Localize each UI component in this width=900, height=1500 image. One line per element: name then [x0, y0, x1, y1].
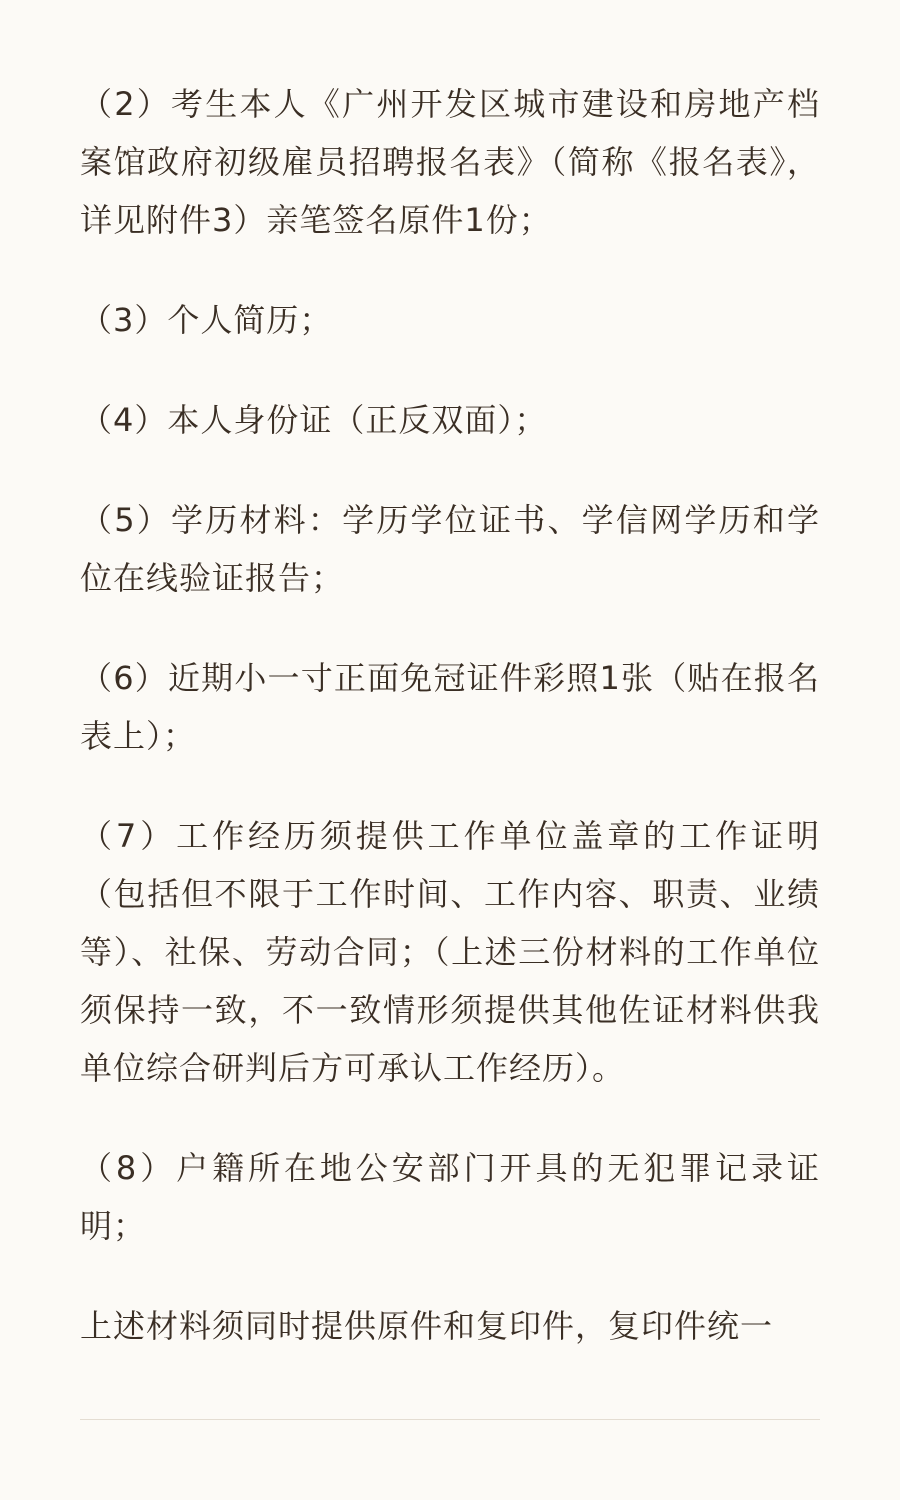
- paragraph-item-2: （2）考生本人《广州开发区城市建设和房地产档案馆政府初级雇员招聘报名表》（简称《报名表》，详见附件3）亲笔签名原件1份；: [80, 85, 820, 239]
- bottom-divider: [80, 1419, 820, 1420]
- paragraph-note: 上述材料须同时提供原件和复印件，复印件统一: [80, 1307, 774, 1345]
- paragraph-item-7: （7）工作经历须提供工作单位盖章的工作证明（包括但不限于工作时间、工作内容、职责、业绩等）、社保、劳动合同；（上述三份材料的工作单位须保持一致，不一致情形须提供其他佐证材料供我单位综合研判后方可承认工作经历）。: [80, 817, 820, 1087]
- article-body: [80, 75, 820, 1355]
- paragraph-item-8: （8）户籍所在地公安部门开具的无犯罪记录证明；: [80, 1149, 820, 1245]
- paragraph-item-4: （4）本人身份证（正反双面）；: [80, 401, 548, 439]
- paragraph-item-5: （5）学历材料：学历学位证书、学信网学历和学位在线验证报告；: [80, 501, 820, 597]
- paragraph-item-3: （3）个人简历；: [80, 301, 333, 339]
- paragraph-item-6: （6）近期小一寸正面免冠证件彩照1张（贴在报名表上）；: [80, 659, 820, 755]
